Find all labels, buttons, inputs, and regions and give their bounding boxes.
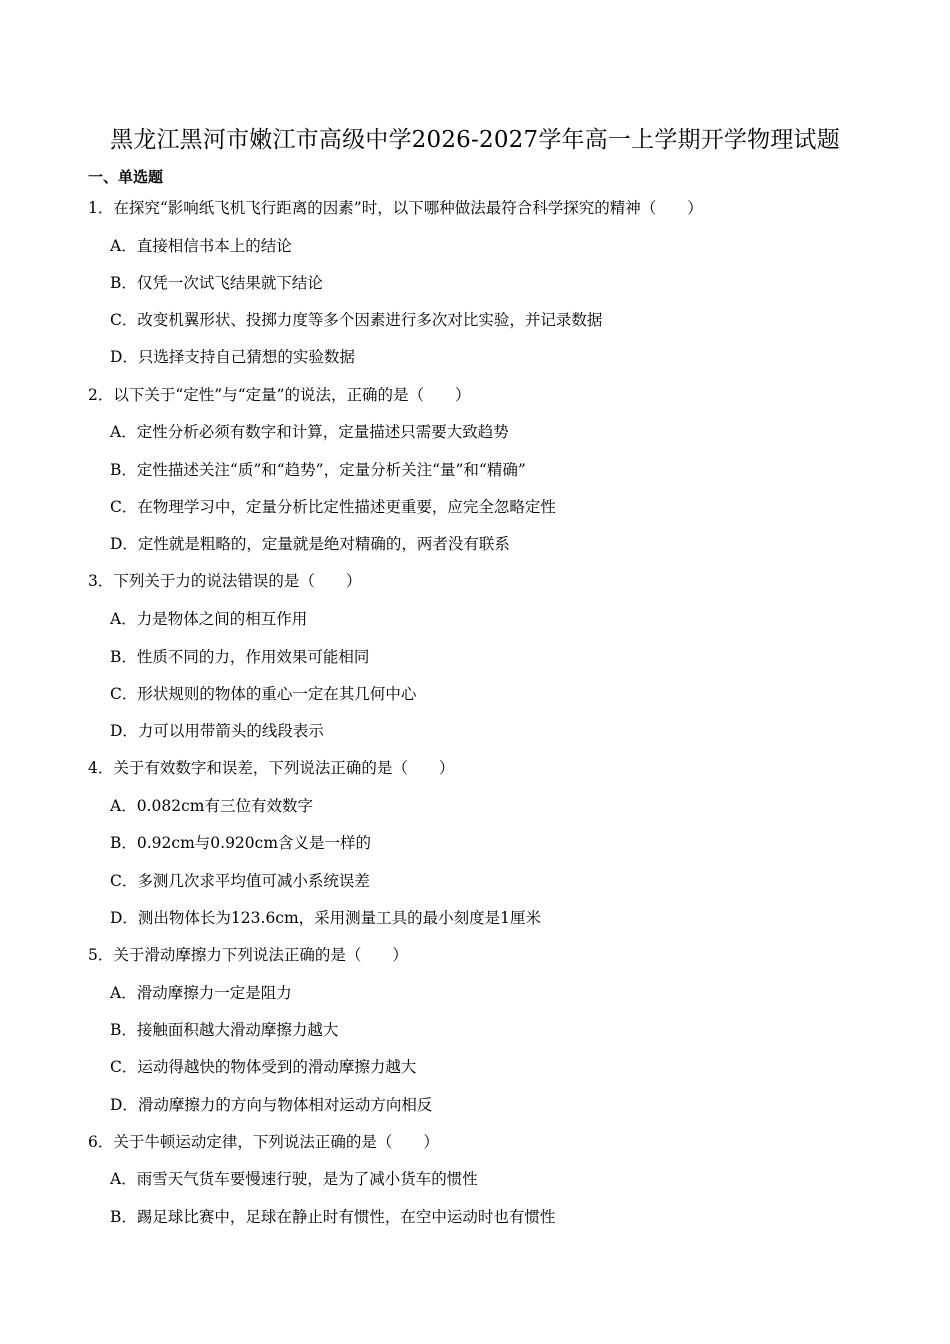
answer-option: B．性质不同的力，作用效果可能相同 [110, 648, 370, 666]
answer-option: D．滑动摩擦力的方向与物体相对运动方向相反 [110, 1096, 433, 1114]
answer-option: A．直接相信书本上的结论 [110, 237, 292, 255]
section-heading: 一、单选题 [88, 168, 164, 186]
question-stem: 4．关于有效数字和误差，下列说法正确的是（ ） [88, 759, 455, 777]
answer-option: C．运动得越快的物体受到的滑动摩擦力越大 [110, 1058, 417, 1076]
answer-option: B．踢足球比赛中，足球在静止时有惯性，在空中运动时也有惯性 [110, 1208, 556, 1226]
answer-option: B．仅凭一次试飞结果就下结论 [110, 274, 323, 292]
question-stem: 6．关于牛顿运动定律，下列说法正确的是（ ） [88, 1133, 439, 1151]
answer-option: B．接触面积越大滑动摩擦力越大 [110, 1021, 339, 1039]
page-title: 黑龙江黑河市嫩江市高级中学2026-2027学年高一上学期开学物理试题 [110, 127, 840, 153]
answer-option: A．雨雪天气货车要慢速行驶，是为了减小货车的惯性 [110, 1170, 478, 1188]
question-stem: 5．关于滑动摩擦力下列说法正确的是（ ） [88, 946, 408, 964]
answer-option: C．在物理学习中，定量分析比定性描述更重要，应完全忽略定性 [110, 498, 556, 516]
answer-option: C．改变机翼形状、投掷力度等多个因素进行多次对比实验，并记录数据 [110, 311, 603, 329]
answer-option: C．多测几次求平均值可减小系统误差 [110, 872, 370, 890]
answer-option: A．定性分析必须有数字和计算，定量描述只需要大致趋势 [110, 423, 509, 441]
question-stem: 1．在探究“影响纸飞机飞行距离的因素”时，以下哪种做法最符合科学探究的精神（ ） [88, 199, 703, 217]
question-stem: 3．下列关于力的说法错误的是（ ） [88, 572, 362, 590]
answer-option: D．定性就是粗略的，定量就是绝对精确的，两者没有联系 [110, 535, 510, 553]
answer-option: A．力是物体之间的相互作用 [110, 610, 308, 628]
answer-option: B．定性描述关注“质”和“趋势”，定量分析关注“量”和“精确” [110, 461, 526, 479]
answer-option: D．测出物体长为123.6cm，采用测量工具的最小刻度是1厘米 [110, 909, 542, 927]
answer-option: A．滑动摩擦力一定是阻力 [110, 984, 292, 1002]
question-stem: 2．以下关于“定性”与“定量”的说法，正确的是（ ） [88, 386, 471, 404]
answer-option: A．0.082cm有三位有效数字 [110, 797, 313, 815]
answer-option: C．形状规则的物体的重心一定在其几何中心 [110, 685, 417, 703]
answer-option: D．力可以用带箭头的线段表示 [110, 722, 324, 740]
answer-option: D．只选择支持自己猜想的实验数据 [110, 348, 355, 366]
answer-option: B．0.92cm与0.920cm含义是一样的 [110, 834, 372, 852]
